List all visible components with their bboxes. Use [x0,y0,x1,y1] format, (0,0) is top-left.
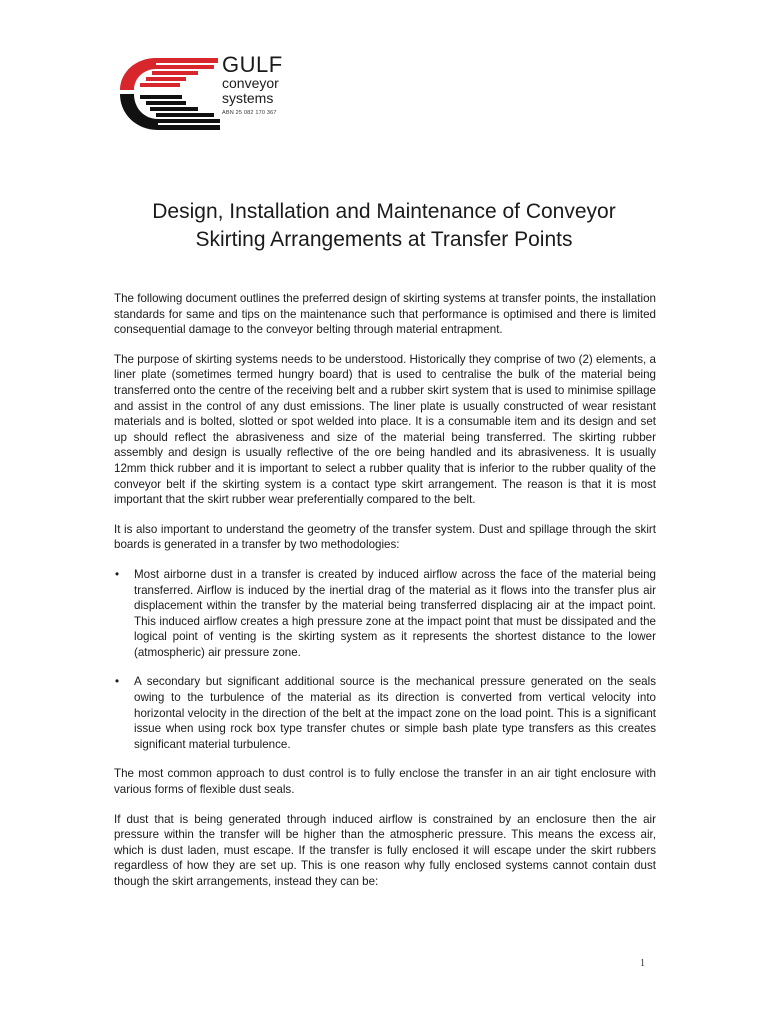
company-logo [116,52,316,134]
brand-line-conveyor: conveyor [222,75,279,91]
title-line-2: Skirting Arrangements at Transfer Points [195,228,573,251]
brand-name: GULF [222,52,283,77]
paragraph-purpose: The purpose of skirting systems needs to be understood. Historically they comprise of two (2) elements, a liner plate (sometimes termed hungry board) that is used to centralise the bulk of the material being transferred onto the centre of the receiving belt and a rubber skirt system that is used to minimise spillage and assist in the control of any dust emissions. The liner plate is usually constructed of wear resistant materials and is bolted, slotted or spot welded into place. It is a consumable item and its design and set up should reflect the abrasiveness and size of the material being transferred. The skirting rubber assembly and design is usually reflective of the ore being handled and its abrasiveness. It is usually 12mm thick rubber and it is important to select a rubber quality that is inferior to the rubber quality of the conveyor belt if the skirting system is a contact type skirt arrangement. The reason is that it is most important that the skirt rubber wear preferentially compared to the belt. [114,352,656,507]
list-item [114,674,656,752]
logo-text [222,54,283,117]
page-number: 1 [640,958,645,969]
methodology-list [114,567,656,753]
brand-line-systems: systems [222,90,274,106]
paragraph-intro: The following document outlines the preferred design of skirting systems at transfer points, the installation standards for same and tips on the maintenance such that performance is optimised and there is limited consequential damage to the conveyor belting through material entrapment. [114,292,656,337]
paragraph-geometry: It is also important to understand the geometry of the transfer system. Dust and spillage through the skirt boards is generated in a transfer by two methodologies: [114,522,656,552]
gulf-swoosh-icon [116,52,222,134]
title-line-1: Design, Installation and Maintenance of Conveyor [152,200,616,223]
bullet-icon: • [115,567,120,581]
document-body [114,291,656,904]
list-item-text: A secondary but significant additional source is the mechanical pressure generated on the seals owing to the turbulence of the material as its direction is converted from vertical velocity into horizontal velocity in the direction of the belt at the impact zone on the load point. This is a significant issue when using rock box type transfer chutes or simple bash plate type transfers as this creates significant material turbulence. [134,675,656,751]
list-item-text: Most airborne dust in a transfer is created by induced airflow across the face of the material being transferred. Airflow is induced by the inertial drag of the material as it flows into the transfer plus air displacement within the transfer by the material being transferred displacing air at the impact point. This induced airflow creates a high pressure zone at the impact point that must be dissipated and the logical point of venting is the skirting system as it represents the shortest distance to the lower (atmospheric) air pressure zone. [134,567,656,659]
list-item [114,567,656,661]
paragraph-enclosure: If dust that is being generated through induced airflow is constrained by an enclosure then the air pressure within the transfer will be higher than the atmospheric pressure. This means the excess air, which is dust laden, must escape. If the transfer is fully enclosed it will escape under the skirt rubbers regardless of how they are set up. This is one reason why fully enclosed systems cannot contain dust though the skirt arrangements, instead they can be: [114,812,656,888]
paragraph-dust-control: The most common approach to dust control is to fully enclose the transfer in an air tight enclosure with various forms of flexible dust seals. [114,767,656,797]
document-title [96,198,672,254]
bullet-icon: • [115,675,120,689]
brand-abn: ABN 25 082 170 367 [222,110,277,116]
